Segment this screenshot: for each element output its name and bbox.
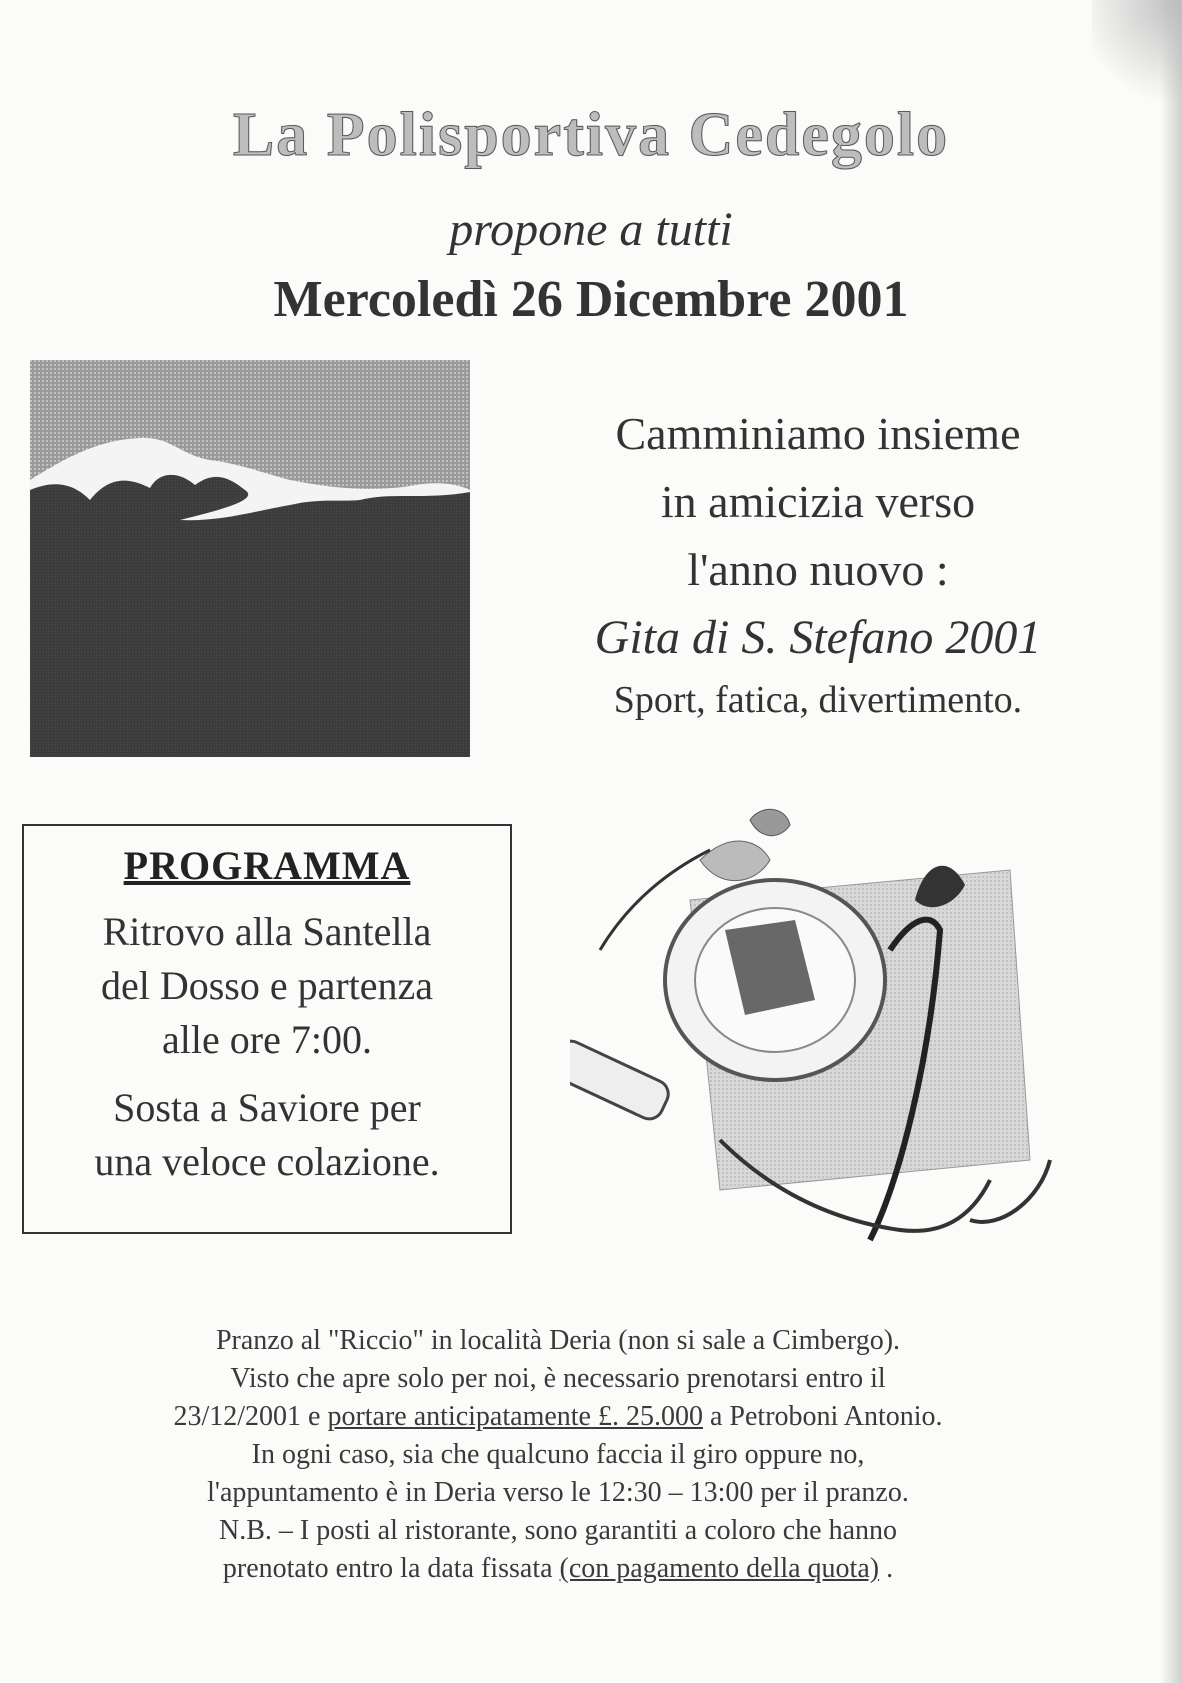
info-line-7 (28, 1550, 1088, 1588)
slogan-gita: Gita di S. Stefano 2001 (594, 611, 1042, 664)
info-line-7-end: . (879, 1553, 894, 1584)
programma-line-1: Ritrovo alla Santella (102, 909, 432, 954)
flyer-title: La Polisportiva Cedegolo (232, 101, 950, 169)
info-line-3 (28, 1398, 1088, 1436)
slogan-line-2: in amicizia verso (660, 476, 976, 527)
info-line-4: In ogni caso, sia che qualcuno faccia il giro oppure no, (251, 1439, 865, 1470)
info-line-3-end: a Petroboni Antonio. (702, 1401, 943, 1432)
info-line-5: l'appuntamento è in Deria verso le 12:30 – 13:00 per il pranzo. (207, 1477, 909, 1508)
programma-line-2: del Dosso e partenza (100, 963, 434, 1008)
info-prepay-amount: portare anticipatamente £. 25.000 (327, 1401, 703, 1432)
programma-box (22, 824, 512, 1234)
info-line-1: Pranzo al "Riccio" in località Deria (non si sale a Cimbergo). (215, 1325, 901, 1356)
info-payment-note: (con pagamento della quota) (559, 1553, 880, 1584)
programma-line-4: Sosta a Saviore per (113, 1085, 421, 1130)
slogan (508, 400, 1128, 728)
info-line-3-start: 23/12/2001 e (173, 1401, 328, 1432)
mountain-illustration (30, 360, 470, 757)
programma-stop (24, 1081, 510, 1189)
slogan-sport: Sport, fatica, divertimento. (613, 679, 1023, 721)
info-line-7-start: prenotato entro la data fissata (222, 1553, 560, 1584)
flyer-subtitle: propone a tutti (449, 203, 733, 256)
slogan-line-1: Camminiamo insieme (615, 408, 1021, 459)
programma-line-3: alle ore 7:00. (162, 1017, 372, 1062)
slogan-line-3: l'anno nuovo : (687, 544, 949, 595)
programma-title: PROGRAMMA (123, 843, 411, 888)
info-line-6: N.B. – I posti al ristorante, sono garantiti a coloro che hanno (218, 1515, 898, 1546)
event-date: Mercoledì 26 Dicembre 2001 (273, 271, 909, 328)
dinner-plate-illustration (570, 800, 1090, 1260)
programma-line-5: una veloce colazione. (94, 1139, 440, 1184)
programma-meeting (24, 905, 510, 1067)
info-text (28, 1322, 1088, 1588)
info-line-2: Visto che apre solo per noi, è necessario prenotarsi entro il (230, 1363, 886, 1394)
